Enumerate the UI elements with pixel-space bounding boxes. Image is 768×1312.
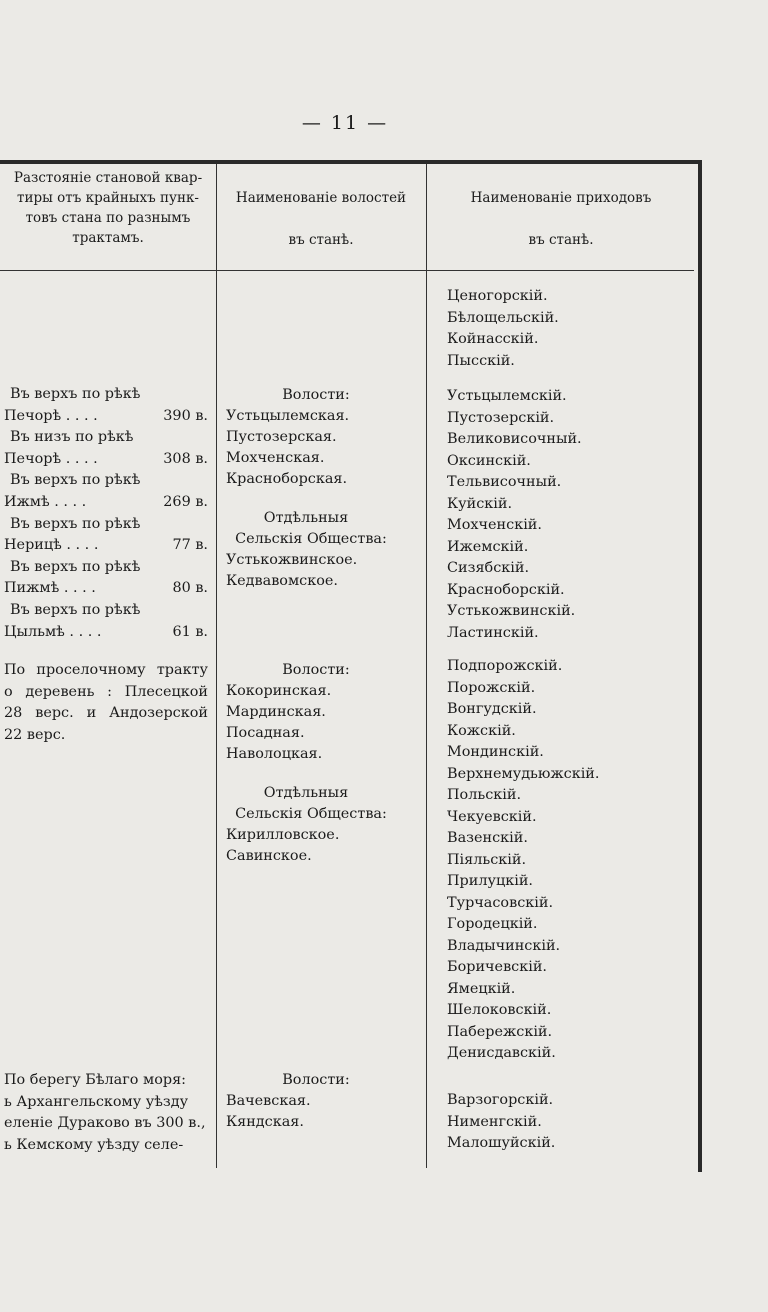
parish-item: Ластинскій. — [447, 624, 539, 641]
parish-item: Денисдавскій. — [447, 1045, 556, 1061]
section2-volosts — [226, 660, 406, 867]
parish-item: Польскій. — [447, 787, 522, 803]
societies-heading: Сельскія Общества: — [235, 806, 387, 822]
parish-item: Пустозерскій. — [447, 409, 555, 426]
distance-row — [4, 406, 208, 428]
parish-item: Городецкій. — [447, 916, 538, 932]
distance-row — [4, 622, 208, 644]
parish-item: Владычинскій. — [447, 937, 561, 954]
page-number: — 11 — — [301, 112, 389, 134]
parish-item: Пысскій. — [447, 352, 515, 369]
distance-line: о деревень : Плесецкой — [4, 683, 208, 700]
societies-heading: Сельскія Общества: — [235, 531, 387, 547]
distance-line: 22 верс. — [4, 726, 66, 743]
parish-item: Ямецкій. — [447, 980, 516, 997]
distance-place: Нерицѣ . . . . — [4, 537, 99, 554]
header-volosts-line: въ станѣ. — [288, 232, 354, 248]
volost-item: Мардинская. — [226, 704, 326, 720]
distance-label: Въ верхъ по рѣкѣ — [10, 558, 141, 575]
distance-line: ь Кемскому уѣзду селе- — [4, 1136, 184, 1153]
distance-line: еленіе Дураково въ 300 в., — [4, 1115, 206, 1132]
distance-label: Въ верхъ по рѣкѣ — [10, 386, 141, 402]
distance-place: Цыльмѣ . . . . — [4, 623, 102, 640]
parish-item: Пабережскій. — [447, 1023, 553, 1040]
distance-line: По проселочному тракту — [4, 662, 208, 678]
parish-item: Вазенскій. — [447, 830, 528, 846]
distance-value: 390 в. — [163, 407, 208, 424]
header-parishes-line: въ станѣ. — [528, 232, 594, 248]
parish-item: Устькожвинскій. — [447, 603, 576, 619]
parish-item: Койнасскій. — [447, 331, 539, 347]
distance-place: Ижмѣ . . . . — [4, 493, 87, 510]
volost-item: Кяндская. — [226, 1114, 304, 1130]
parish-item: Чекуевскій. — [447, 808, 537, 825]
society-item: Кирилловское. — [226, 827, 340, 843]
volost-item: Устьцылемская. — [226, 408, 350, 424]
distance-value: 308 в. — [163, 450, 208, 467]
volost-item: Мохченская. — [226, 450, 325, 466]
distance-line: 28 верс. и Андозерской — [4, 705, 208, 722]
parish-item: Бѣлощельскій. — [447, 309, 559, 326]
societies-heading: Отдѣльныя — [263, 510, 349, 526]
society-item: Устькожвинское. — [226, 552, 358, 568]
parish-item: Мондинскій. — [447, 744, 544, 760]
distance-line: ь Архангельскому уѣзду — [4, 1093, 189, 1110]
volost-item: Наволоцкая. — [226, 746, 323, 762]
volost-item: Вачевская. — [226, 1093, 311, 1109]
parish-item: Ценогорскій. — [447, 288, 548, 304]
distance-value: 61 в. — [172, 623, 208, 640]
parish-item: Красноборскій. — [447, 581, 565, 598]
distance-row — [4, 449, 208, 471]
parish-item: Оксинскій. — [447, 452, 531, 469]
section3-volosts — [226, 1070, 406, 1133]
parish-item: Ижемскій. — [447, 538, 529, 555]
parish-item: Прилуцкій. — [447, 873, 533, 889]
parish-item: Подпорожскій. — [447, 658, 563, 674]
header-distance-line: Разстояніе становой квар- — [13, 170, 203, 186]
distance-row — [4, 578, 208, 600]
section3-distance — [4, 1070, 208, 1156]
section1-parishes — [447, 286, 582, 644]
parish-item: Малошуйскій. — [447, 1135, 556, 1151]
header-distance — [2, 168, 214, 248]
distance-label: Въ верхъ по рѣкѣ — [10, 601, 141, 618]
distance-value: 80 в. — [172, 580, 208, 597]
parish-item: Куйскій. — [447, 495, 513, 512]
distance-place: Пижмѣ . . . . — [4, 580, 96, 597]
section1-distances — [4, 384, 208, 643]
parish-item: Великовисочный. — [447, 431, 582, 447]
distance-label: Въ верхъ по рѣкѣ — [10, 472, 141, 489]
header-distance-line: товъ стана по разнымъ — [25, 210, 191, 226]
volosts-heading: Волости: — [282, 1072, 350, 1088]
header-parishes — [428, 188, 694, 250]
volost-item: Кокоринская. — [226, 683, 332, 699]
parish-item: Верхнемудьюжскій. — [447, 765, 600, 782]
societies-heading: Отдѣльныя — [263, 785, 349, 801]
distance-place: Печорѣ . . . . — [4, 450, 98, 467]
parish-item: Устьцылемскій. — [447, 388, 567, 404]
parish-item: Нименгскій. — [447, 1113, 542, 1130]
header-distance-line: тиры отъ крайныхъ пунк- — [17, 190, 199, 206]
volost-item: Посадная. — [226, 725, 305, 741]
volost-item: Пустозерская. — [226, 429, 337, 445]
section3-parishes — [447, 1090, 555, 1155]
section1-volosts — [226, 385, 406, 592]
parish-item: Кожскій. — [447, 722, 516, 739]
parish-item: Тельвисочный. — [447, 474, 562, 490]
parish-item: Турчасовскій. — [447, 894, 554, 911]
column-divider-2 — [426, 164, 427, 1168]
header-distance-line: трактамъ. — [72, 230, 144, 246]
parish-item: Боричевскій. — [447, 959, 547, 975]
distance-place: Печорѣ . . . . — [4, 407, 98, 424]
distance-value: 77 в. — [172, 537, 208, 554]
parish-item: Сизябскій. — [447, 560, 530, 576]
column-divider-1 — [216, 164, 217, 1168]
header-volosts — [218, 188, 424, 250]
society-item: Кедвавомское. — [226, 573, 338, 589]
parish-item: Порожскій. — [447, 679, 536, 696]
section2-distance — [4, 660, 208, 746]
volosts-heading: Волости: — [282, 662, 350, 678]
header-rule — [0, 270, 694, 271]
distance-line: По берегу Бѣлаго моря: — [4, 1072, 187, 1088]
parish-item: Мохченскій. — [447, 517, 542, 533]
distance-row — [4, 492, 208, 514]
society-item: Савинское. — [226, 848, 312, 864]
parish-item: Шелоковскій. — [447, 1002, 552, 1018]
parish-item: Вонгудскій. — [447, 701, 537, 717]
distance-value: 269 в. — [163, 493, 208, 510]
section2-parishes — [447, 656, 599, 1065]
parish-item: Піяльскій. — [447, 851, 527, 868]
distance-row — [4, 535, 208, 557]
volost-item: Красноборская. — [226, 471, 348, 487]
header-volosts-line: Наименованіе волостей — [235, 190, 407, 206]
header-parishes-line: Наименованіе приходовъ — [470, 190, 652, 206]
distance-label: Въ низъ по рѣкѣ — [10, 429, 134, 446]
parish-item: Варзогорскій. — [447, 1092, 554, 1108]
volosts-heading: Волости: — [282, 387, 350, 403]
distance-label: Въ верхъ по рѣкѣ — [10, 515, 141, 532]
